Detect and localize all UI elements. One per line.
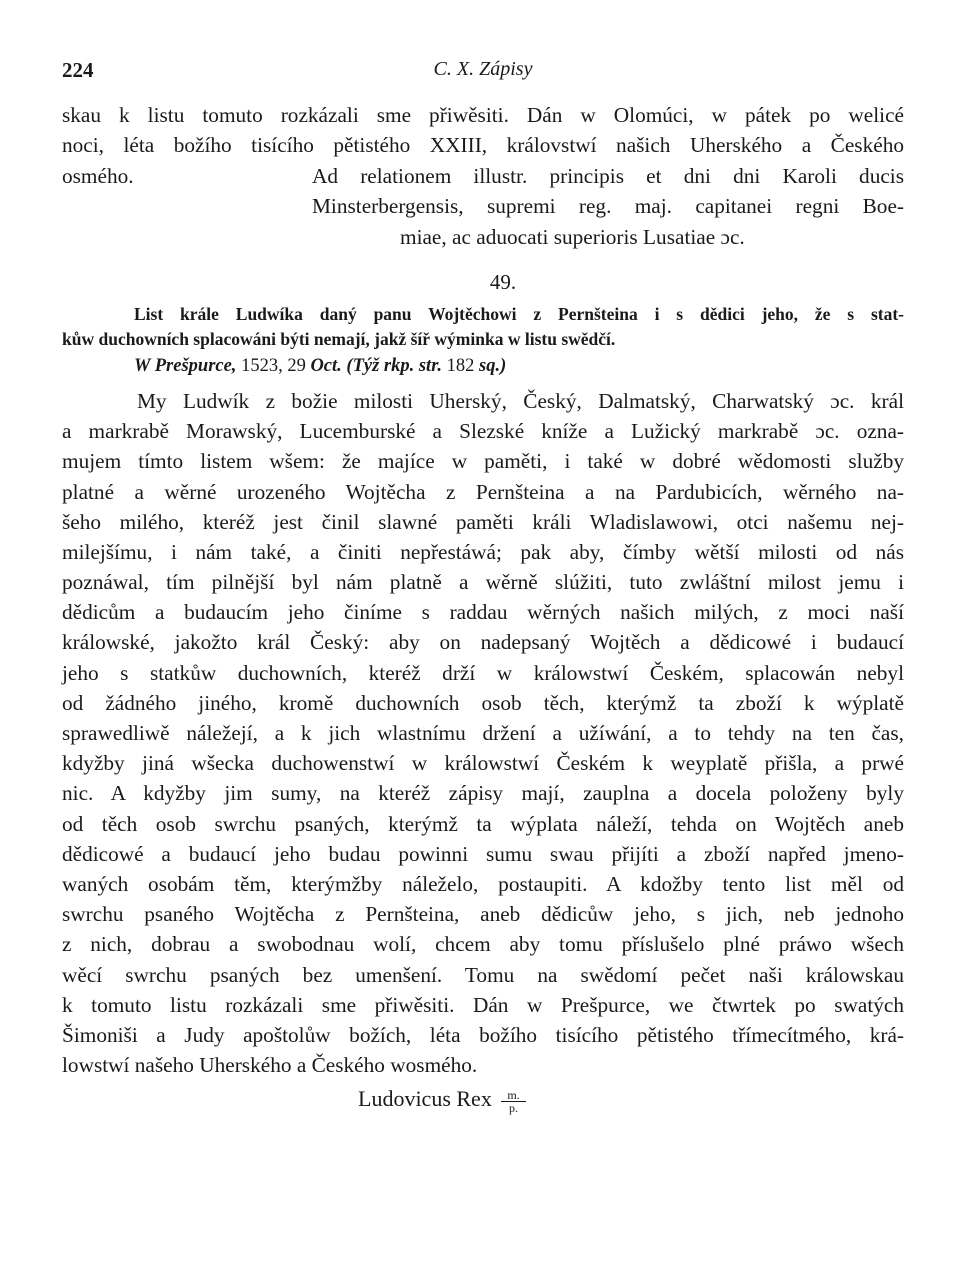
previous-document-ending <box>62 100 904 252</box>
body-line: kdyžby jiná wšecka duchowenstwí w králowstwí Českém k weyplatě přišla, a prwé <box>62 751 904 776</box>
signature-abbrev-bottom: p. <box>509 1100 518 1115</box>
signature-name: Ludovicus Rex <box>358 1086 492 1112</box>
body-line: od těch osob swrchu psaných, kterýmž ta wýplata náleží, tehda on Wojtěch aneb <box>62 811 904 836</box>
body-line: k tomuto listu rozkázali sme přiwěsiti. Dán w Prešpurce, we čtwrtek po swatých <box>62 992 904 1017</box>
body-line: Šimoniši a Judy apoštolůw božích, léta božího tisícího pětistého třímecítmého, krá- <box>62 1022 904 1047</box>
body-line: z nich, dobrau a swobodnau wolí, chcem aby tomu příslušelo plné práwo wšech <box>62 932 904 957</box>
source-citation <box>62 352 904 380</box>
source-pages: 182 <box>446 355 475 376</box>
document-body <box>62 386 904 1080</box>
body-line: sprawedliwě náležejí, a k jich wlastnímu držení a užíwání, a to tehdy na ten čas, <box>62 721 904 746</box>
body-line: šeho milého, kteréž jest činil slawné paměti králi Wladislawowi, otci našemu nej- <box>62 509 904 534</box>
page-number: 224 <box>62 58 94 82</box>
body-line: a markrabě Morawský, Lucemburské a Slezské kníže a Lužický markrabě ɔc. ozna- <box>62 419 904 444</box>
running-head: C. X. Zápisy <box>433 58 533 80</box>
body-line: mujem tímto listem wšem: že majíce w paměti, i také w dobré wědomosti služby <box>62 449 904 474</box>
text-line <box>62 161 904 191</box>
relation-note-line: Ad relationem illustr. principis et dni dni Karoli ducis <box>312 163 904 188</box>
body-line: od žádného jiného, kromě duchowních osob těch, kterýmž ta zboží k wýplatě <box>62 690 904 715</box>
body-line: poznáwal, tím pilnější byl nám platně a wěrně slúžiti, tuto zwláštní milost jemu i <box>62 570 904 595</box>
body-line: jeho s statkůw duchowních, kteréž drží w králowstwí Českém, splacowán nebyl <box>62 660 904 685</box>
source-month: Oct. <box>310 355 342 376</box>
summary-line: List krále Ludwíka daný panu Wojtěchowi z Pernšteina i s dědici jeho, že s stat- <box>134 303 904 324</box>
body-line: dědicowé a budaucí jeho budau powinni sumu swau přijíti a zboží napřed jmeno- <box>62 841 904 866</box>
body-line: milejšímu, i nám také, a činiti nepřestáwá; pak aby, čímby wětší milosti od nás <box>62 539 904 564</box>
source-date: 1523, 29 <box>241 355 306 376</box>
document-page <box>62 58 904 1116</box>
text-line: noci, léta božího tisícího pětistého XXIII, královstwí našich Uherského a Českého <box>62 133 904 158</box>
document-number: 49. <box>489 269 517 294</box>
text-line: skau k listu tomuto rozkázali sme přiwěsiti. Dán w Olomúci, w pátek po welicé <box>62 103 904 127</box>
source-sequel: sq.) <box>479 355 507 376</box>
body-line: dědicům a budaucím jeho činíme s raddau wěrných našich milých, z moci naší <box>62 600 904 625</box>
signature-abbrev-top: m. <box>501 1089 525 1102</box>
document-summary <box>62 302 904 352</box>
body-line: lowstwí našeho Uherského a Českého wosmého. <box>62 1053 478 1078</box>
body-line: nic. A kdyžby jim sumy, na kteréž zápisy mají, zauplna a docela položeny byly <box>62 781 904 806</box>
body-line: platné a wěrné urozeného Wojtěcha z Pernšteina a na Pardubicích, wěrného na- <box>62 479 904 504</box>
summary-line: kůw duchowních splacowáni býti nemají, jakž šíř wýminka w listu swědčí. <box>62 328 616 349</box>
page-header <box>62 58 904 86</box>
relation-note-line: Minsterbergensis, supremi reg. maj. capitanei regni Boe- <box>312 194 904 219</box>
body-line: swrchu psaného Wojtěcha z Pernšteina, aneb dědicůw jeho, s jich, neb jednoho <box>62 902 904 927</box>
source-manuscript: (Týž rkp. str. <box>346 355 442 376</box>
body-line: waných osobám těm, kterýmžby náleželo, postaupiti. A kdožby tento list měl od <box>62 871 904 896</box>
signature <box>62 1082 904 1116</box>
body-line: wěcí swrchu psaných bez umenšení. Tomu na swědomí pečet naši králowskau <box>62 962 904 987</box>
body-line: My Ludwík z božie milosti Uherský, Český, Dalmatský, Charwatský ɔc. král <box>137 388 904 413</box>
signature-abbreviation <box>501 1089 525 1114</box>
relation-note-line: miae, ac aduocati superioris Lusatiae ɔc. <box>400 224 745 249</box>
source-place: W Prešpurce, <box>134 355 237 376</box>
text-fragment: osmého. <box>62 163 134 188</box>
body-line: králowské, jakožto král Český: aby on nadepsaný Wojtěch a dědicowé i budaucí <box>62 630 904 655</box>
